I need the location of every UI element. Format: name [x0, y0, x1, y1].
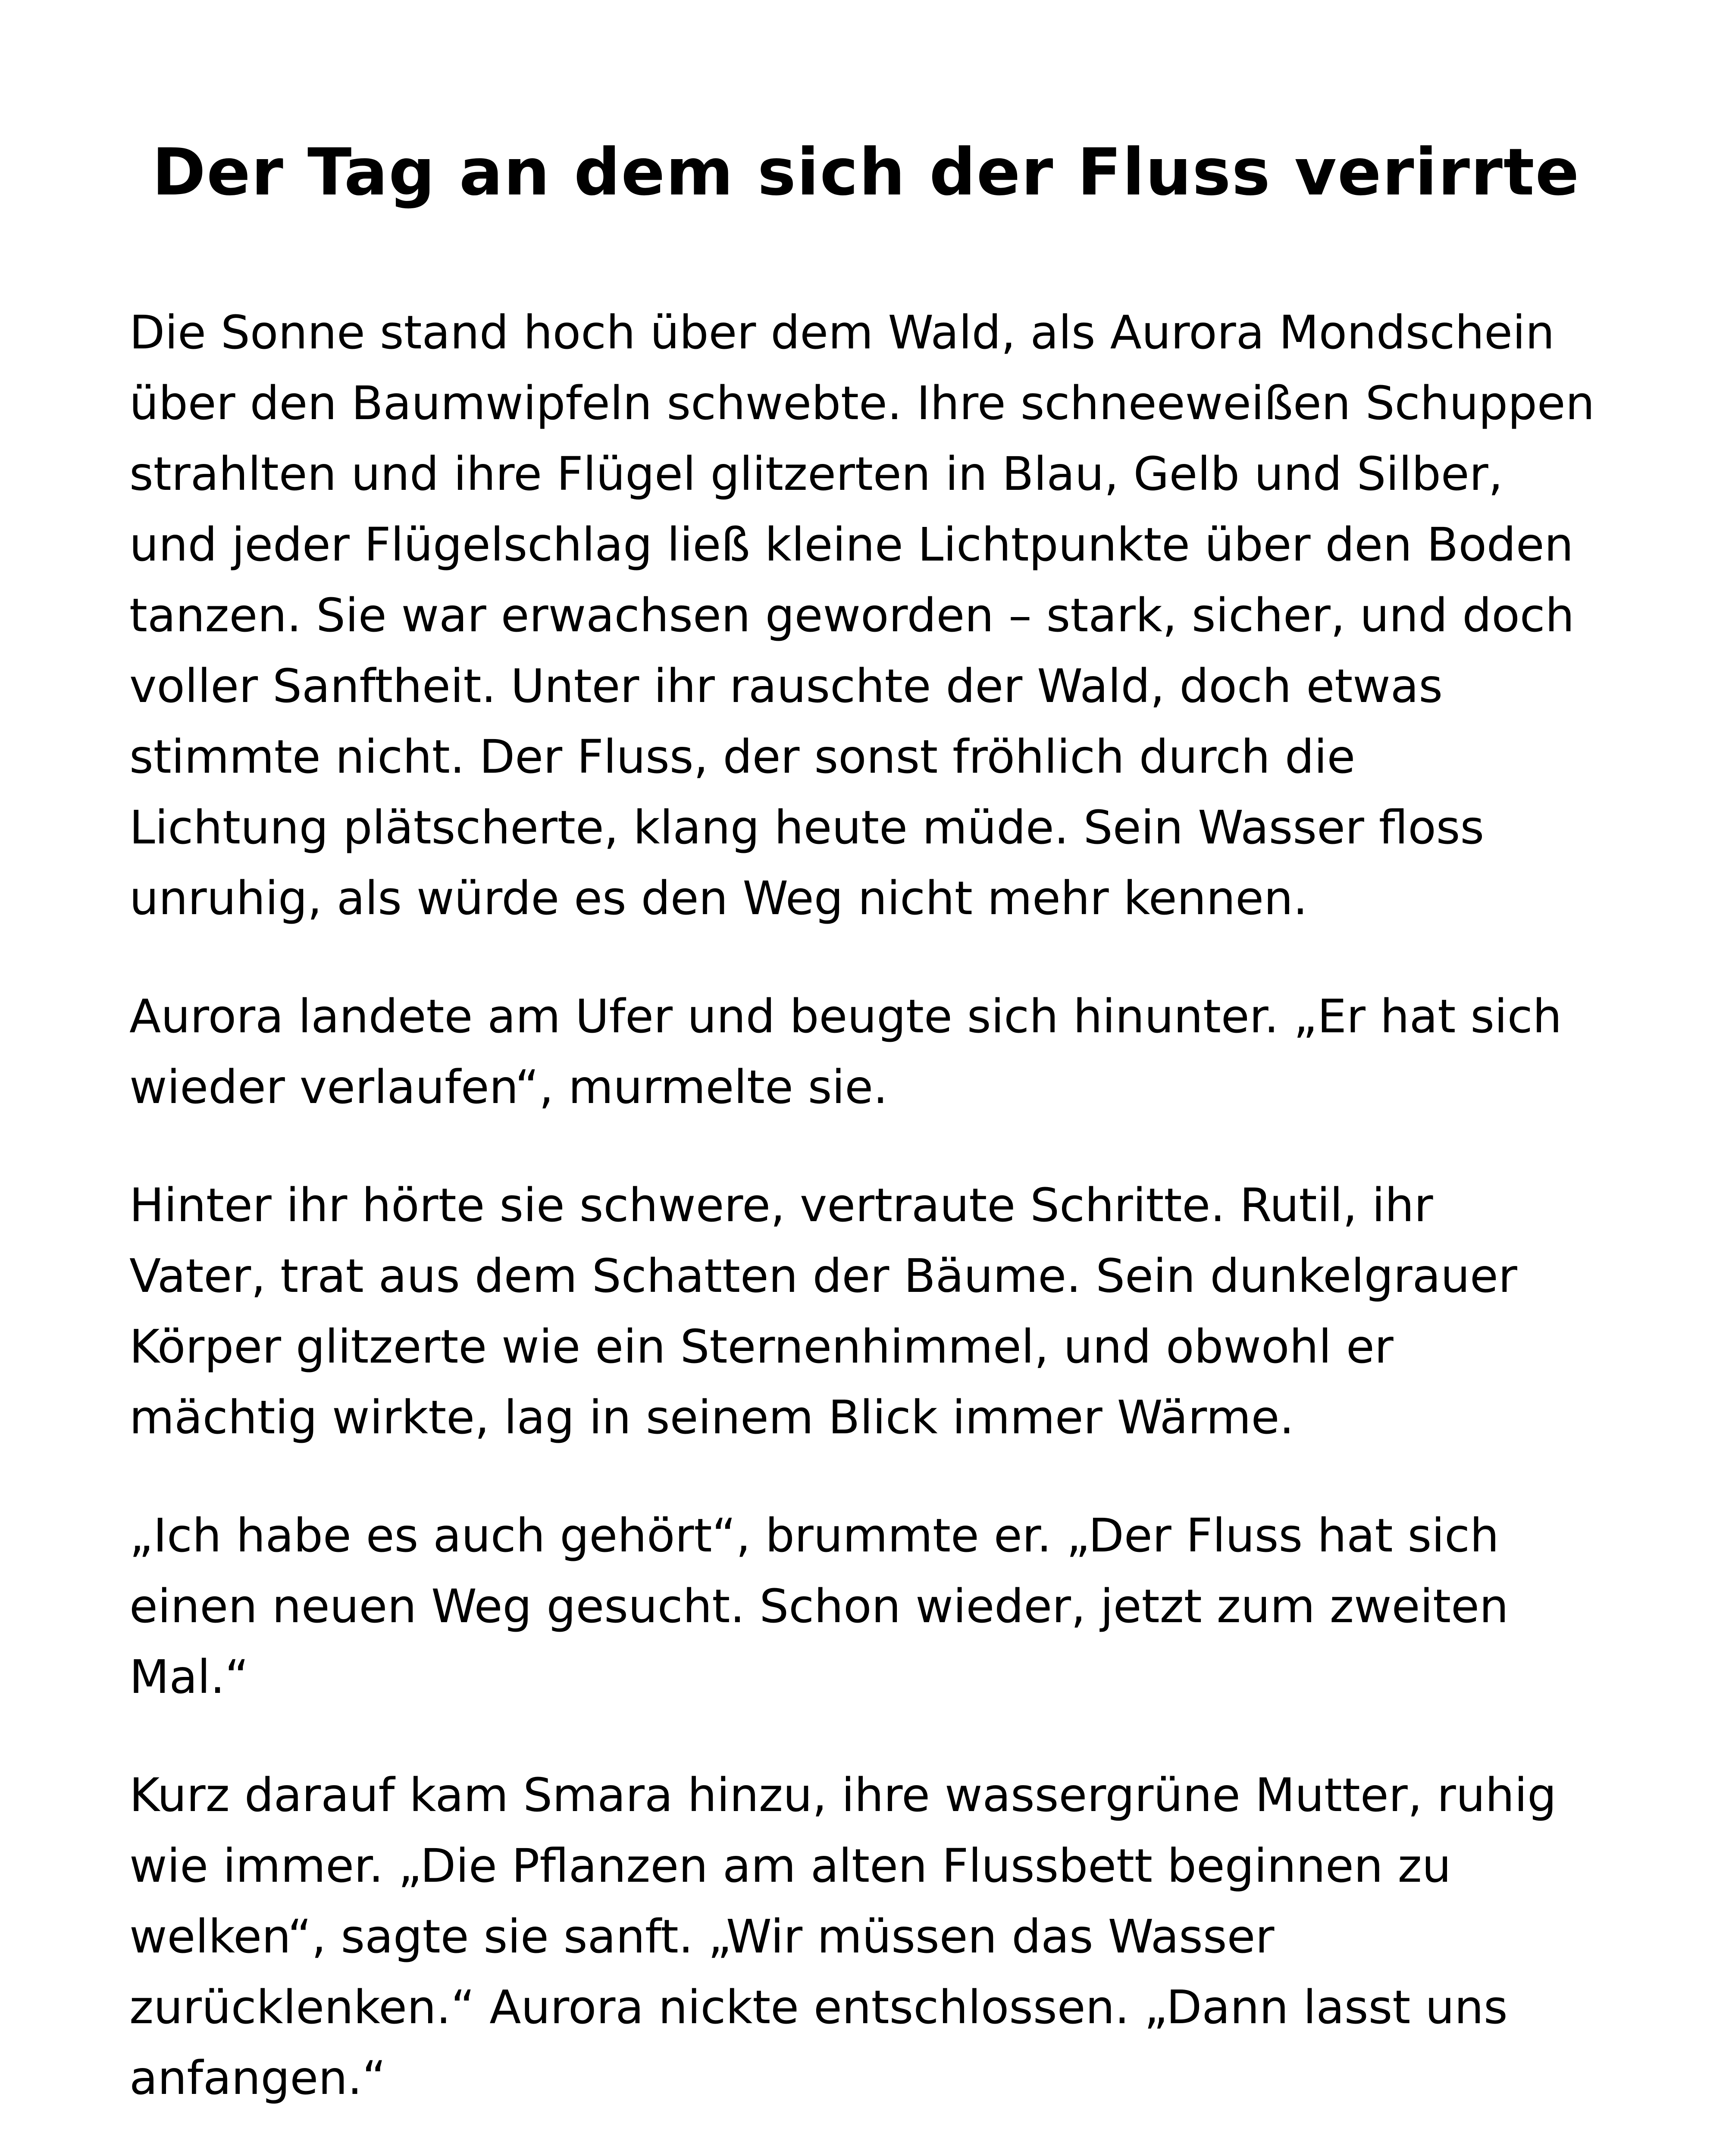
text-line: strahlten und ihre Flügel glitzerten in Blau, Gelb und Silber, — [129, 448, 1503, 501]
paragraph-5 — [129, 1760, 1621, 2114]
paragraph-3 — [129, 1170, 1621, 1453]
text-line: zurücklenken.“ Aurora nickte entschlossen. „Dann lasst uns — [129, 1981, 1508, 2034]
text-line: wieder verlaufen“, murmelte sie. — [129, 1061, 888, 1114]
story-text — [129, 298, 1621, 2156]
text-line: Hinter ihr hörte sie schwere, vertraute Schritte. Rutil, ihr — [129, 1179, 1433, 1232]
text-line: „Ich habe es auch gehört“, brummte er. „Der Fluss hat sich — [129, 1509, 1499, 1563]
text-line: und jeder Flügelschlag ließ kleine Lichtpunkte über den Boden — [129, 518, 1574, 572]
text-line: voller Sanftheit. Unter ihr rauschte der Wald, doch etwas — [129, 660, 1443, 713]
text-line: unruhig, als würde es den Weg nicht mehr kennen. — [129, 872, 1308, 925]
text-line: tanzen. Sie war erwachsen geworden – stark, sicher, und doch — [129, 589, 1575, 642]
text-line: welken“, sagte sie sanft. „Wir müssen das Wasser — [129, 1910, 1275, 1964]
paragraph-1 — [129, 298, 1621, 934]
text-line: anfangen.“ — [129, 2052, 386, 2105]
text-line: Lichtung plätscherte, klang heute müde. Sein Wasser floss — [129, 801, 1485, 855]
text-line: wie immer. „Die Pflanzen am alten Flussbett beginnen zu — [129, 1839, 1451, 1893]
text-line: mächtig wirkte, lag in seinem Blick immer Wärme. — [129, 1391, 1294, 1445]
text-line: Kurz darauf kam Smara hinzu, ihre wassergrüne Mutter, ruhig — [129, 1769, 1557, 1822]
text-line: stimmte nicht. Der Fluss, der sonst fröhlich durch die — [129, 730, 1356, 784]
text-line: einen neuen Weg gesucht. Schon wieder, jetzt zum zweiten — [129, 1580, 1509, 1633]
text-line: Mal.“ — [129, 1651, 249, 1704]
page-title: Der Tag an dem sich der Fluss verirrte — [152, 135, 1580, 210]
paragraph-2 — [129, 981, 1621, 1123]
text-line: Aurora landete am Ufer und beugte sich hinunter. „Er hat sich — [129, 990, 1562, 1044]
text-line: über den Baumwipfeln schwebte. Ihre schneeweißen Schuppen — [129, 377, 1595, 430]
paragraph-4 — [129, 1501, 1621, 1713]
text-line: Körper glitzerte wie ein Sternenhimmel, und obwohl er — [129, 1320, 1394, 1374]
text-line: Vater, trat aus dem Schatten der Bäume. Sein dunkelgrauer — [129, 1250, 1517, 1303]
text-line: Die Sonne stand hoch über dem Wald, als Aurora Mondschein — [129, 306, 1555, 360]
